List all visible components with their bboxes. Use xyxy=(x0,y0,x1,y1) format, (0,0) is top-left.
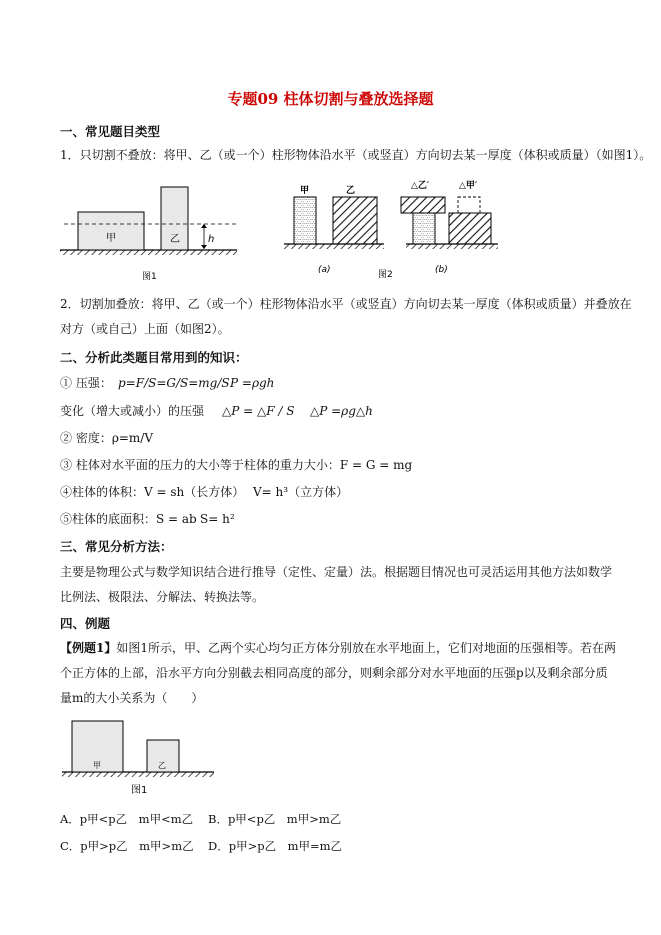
option-a[interactable]: A．p甲<p乙 m甲<m乙 xyxy=(60,812,194,826)
example-line-1 xyxy=(60,639,616,657)
block-jia-a xyxy=(294,197,316,244)
sub-caption-a: (a) xyxy=(318,265,331,275)
example-tag: 【例题1】 xyxy=(60,641,117,655)
example-figure-caption: 图1 xyxy=(131,785,148,796)
example-line-2: 个正方体的上部，沿水平方向分别截去相同高度的部分，则剩余部分对水平地面的压强p以及剩余部分质 xyxy=(60,666,608,680)
density-line: ② 密度：ρ=m/V xyxy=(60,431,154,445)
pressure-label: ① 压强： xyxy=(60,376,112,390)
pressure-formula-liquid: P =ρgh xyxy=(230,376,275,390)
item-1-text: 1．只切割不叠放：将甲、乙（或一个）柱形物体沿水平（或竖直）方向切去某一厚度（体积或质量）（如图1）。 xyxy=(60,148,652,162)
block-yi-b xyxy=(449,213,491,244)
item-2-line-1: 2．切割加叠放：将甲、乙（或一个）柱形物体沿水平（或竖直）方向切去某一厚度（体积或质量）并叠放在 xyxy=(60,297,632,311)
change-pressure-formula-2: △P =ρg△h xyxy=(310,404,373,418)
option-d[interactable]: D．p甲>p乙 m甲=m乙 xyxy=(208,839,343,853)
methods-line-1: 主要是物理公式与数学知识结合进行推导（定性、定量）法。根据题目情况也可灵活运用其他方法如数学 xyxy=(60,565,613,579)
section-4-heading: 四、例题 xyxy=(60,616,111,631)
section-1-heading: 一、常见题目类型 xyxy=(60,124,161,139)
slice-yi-on-jia xyxy=(401,197,445,213)
figure-2-caption: 图2 xyxy=(378,270,393,280)
block-jia xyxy=(78,212,144,250)
page-title: 专题09 柱体切割与叠放选择题 xyxy=(227,90,434,108)
label-jia-a: 甲 xyxy=(300,186,310,196)
block-yi-a xyxy=(333,197,377,244)
cube-jia-label: 甲 xyxy=(93,761,101,770)
label-delta-yi: △乙′ xyxy=(411,181,430,191)
cube-yi-label: 乙 xyxy=(158,761,166,770)
example-line-3: 量m的大小关系为（ ） xyxy=(60,691,204,705)
example-text-1: 如图1所示，甲、乙两个实心均匀正方体分别放在水平地面上，它们对地面的压强相等。若在两 xyxy=(116,641,616,655)
figure-2-stack xyxy=(282,180,502,282)
section-2-heading: 二、分析此类题目常用到的知识： xyxy=(60,350,248,365)
item-2-line-2: 对方（或自己）上面（如图2）。 xyxy=(60,322,230,336)
block-jia-b xyxy=(413,213,435,244)
label-jia: 甲 xyxy=(106,233,116,244)
figure-1-cut xyxy=(58,182,243,282)
methods-line-2: 比例法、极限法、分解法、转换法等。 xyxy=(60,590,265,604)
section-3-heading: 三、常见分析方法： xyxy=(60,539,173,554)
change-pressure-formula: △P = △F / S xyxy=(222,404,295,418)
force-line: ③ 柱体对水平面的压力的大小等于柱体的重力大小：F = G = mg xyxy=(60,458,413,472)
change-pressure-label: 变化（增大或减小）的压强 xyxy=(60,404,205,418)
label-delta-jia: △甲′ xyxy=(459,181,478,191)
sub-caption-b: (b) xyxy=(435,265,448,275)
pressure-formula: p=F/S=G/S=mg/S xyxy=(118,376,230,390)
ground-hatch xyxy=(60,250,237,255)
volume-line: ④柱体的体积：V = sh（长方体） xyxy=(60,485,245,499)
area-square: S= h² xyxy=(200,512,235,526)
slice-jia-removed xyxy=(458,197,480,213)
example-figure xyxy=(58,716,218,798)
figure-1-caption: 图1 xyxy=(142,272,157,282)
area-line: ⑤柱体的底面积：S = ab xyxy=(60,512,197,526)
label-yi-a: 乙 xyxy=(346,186,356,196)
label-h: h xyxy=(208,234,215,245)
volume-cube: V= h³（立方体） xyxy=(253,485,349,499)
option-b[interactable]: B．p甲<p乙 m甲>m乙 xyxy=(208,812,342,826)
label-yi: 乙 xyxy=(170,234,180,245)
option-c[interactable]: C．p甲>p乙 m甲>m乙 xyxy=(60,839,194,853)
